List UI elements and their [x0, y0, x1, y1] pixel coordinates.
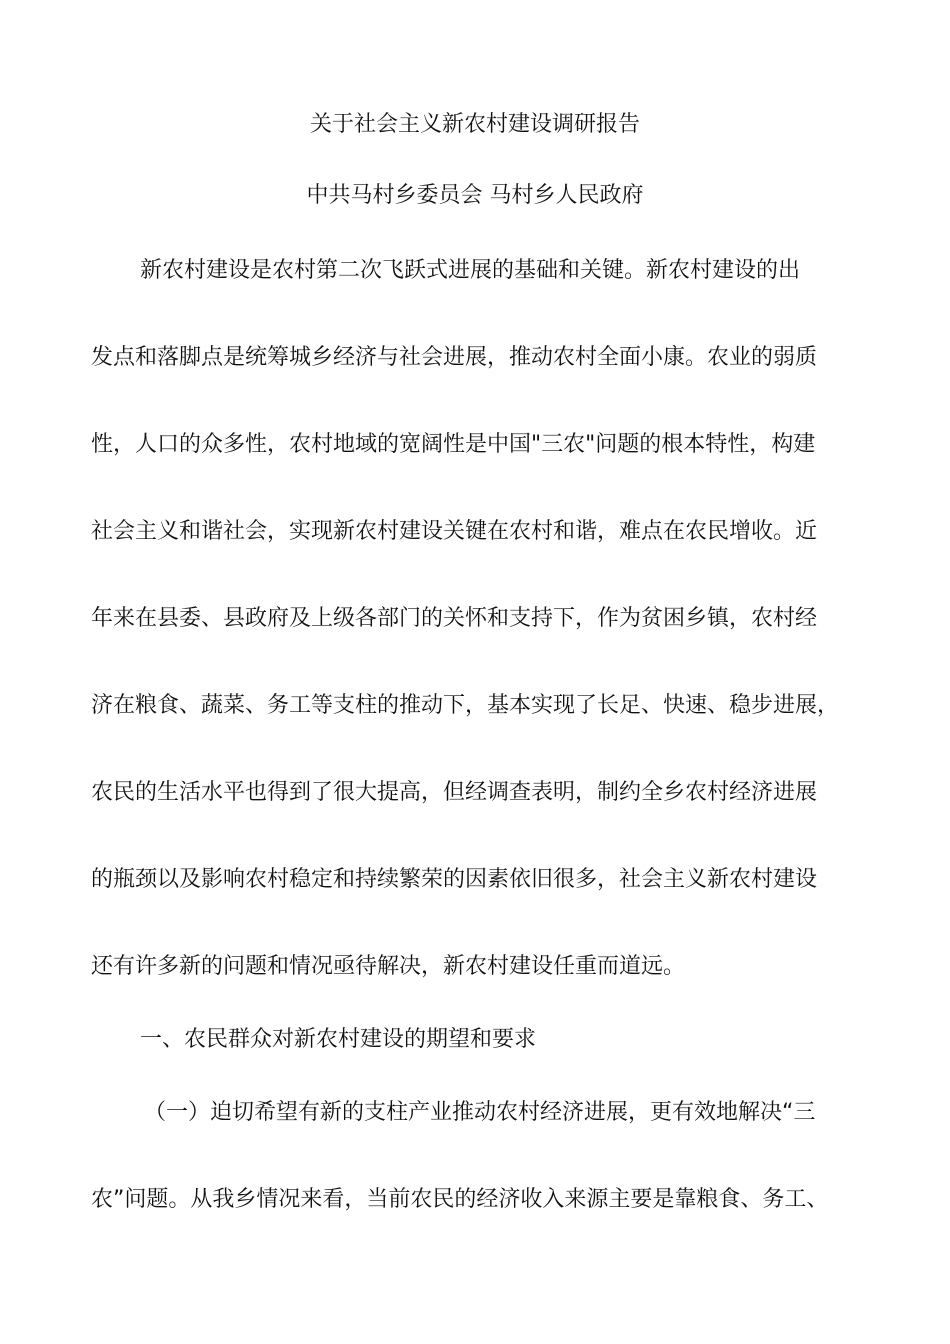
section-heading: 一、农民群众对新农村建设的期望和要求 — [140, 1027, 537, 1052]
paragraph-line: （一）迫切希望有新的支柱产业推动农村经济进展，更有效地解决“三 — [144, 1100, 816, 1125]
paragraph-line: 农民的生活水平也得到了很大提高，但经调查表明，制约全乡农村经济进展 — [91, 780, 818, 805]
document-author: 中共马村乡委员会 马村乡人民政府 — [306, 183, 644, 208]
paragraph-line: 新农村建设是农村第二次飞跃式进展的基础和关键。新农村建设的出 — [140, 258, 801, 283]
paragraph-line: 还有许多新的问题和情况亟待解决，新农村建设任重而道远。 — [91, 954, 686, 979]
paragraph-line: 社会主义和谐社会，实现新农村建设关键在农村和谐，难点在农民增收。近 — [91, 519, 818, 544]
paragraph-line: 农”问题。从我乡情况来看，当前农民的经济收入来源主要是靠粮食、务工、 — [91, 1187, 829, 1212]
document-title: 关于社会主义新农村建设调研报告 — [309, 112, 640, 137]
paragraph-line: 济在粮食、蔬菜、务工等支柱的推动下，基本实现了长足、快速、稳步进展， — [91, 693, 840, 718]
paragraph-line: 性，人口的众多性，农村地域的宽阔性是中国"三农"问题的根本特性，构建 — [91, 432, 816, 457]
paragraph-line: 年来在县委、县政府及上级各部门的关怀和支持下，作为贫困乡镇，农村经 — [91, 606, 818, 631]
paragraph-line: 的瓶颈以及影响农村稳定和持续繁荣的因素依旧很多，社会主义新农村建设 — [91, 867, 818, 892]
paragraph-line: 发点和落脚点是统筹城乡经济与社会进展，推动农村全面小康。农业的弱质 — [91, 345, 818, 370]
